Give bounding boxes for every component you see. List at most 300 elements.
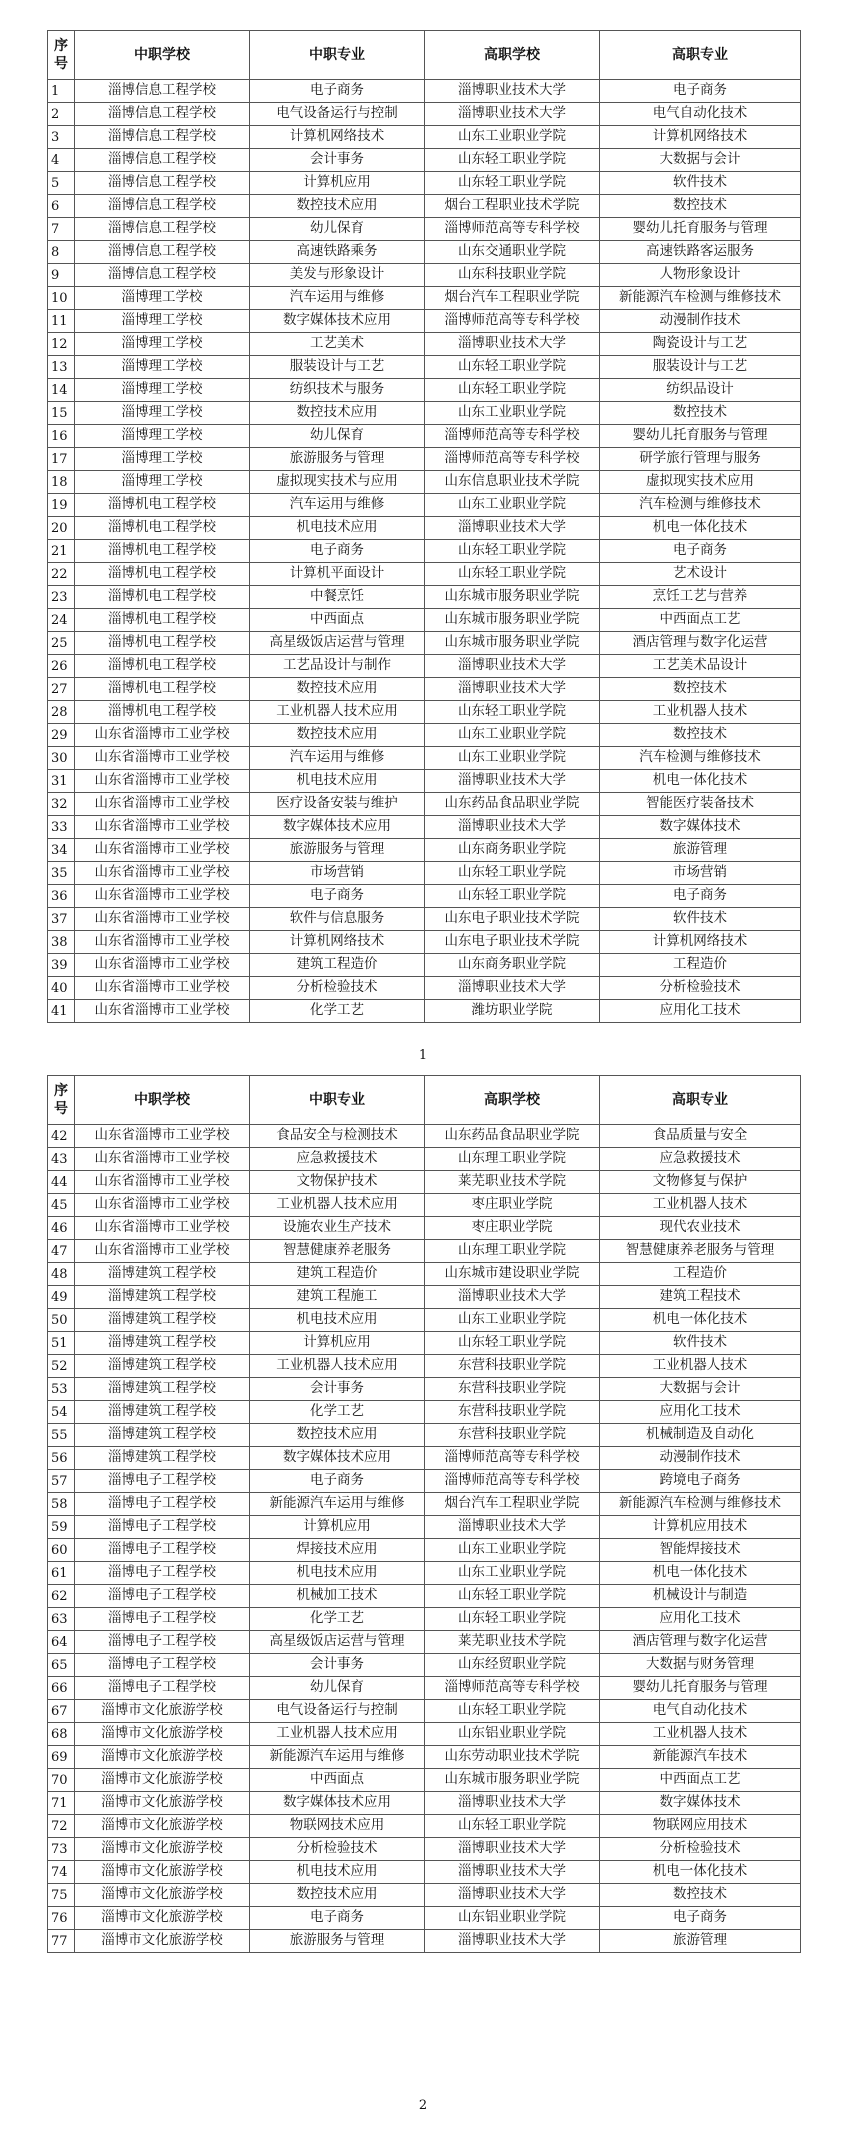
row-number: 70 [48,1769,75,1792]
secondary-school-cell: 淄博机电工程学校 [75,494,250,517]
table-row [48,1562,801,1585]
table-row [48,333,801,356]
header-higher-major: 高职专业 [600,1076,801,1125]
secondary-school-cell: 山东省淄博市工业学校 [75,816,250,839]
row-number: 42 [48,1125,75,1148]
secondary-major-cell: 电气设备运行与控制 [250,103,425,126]
secondary-school-cell: 淄博电子工程学校 [75,1585,250,1608]
row-number: 68 [48,1723,75,1746]
secondary-major-cell: 数控技术应用 [250,724,425,747]
secondary-major-cell: 化学工艺 [250,1000,425,1023]
higher-major-cell: 现代农业技术 [600,1217,801,1240]
table-row [48,1125,801,1148]
higher-major-cell: 电子商务 [600,540,801,563]
secondary-school-cell: 山东省淄博市工业学校 [75,770,250,793]
higher-school-cell: 山东经贸职业学院 [425,1654,600,1677]
row-number: 44 [48,1171,75,1194]
higher-major-cell: 动漫制作技术 [600,310,801,333]
enrollment-table-page-1 [47,30,801,1023]
row-number: 53 [48,1378,75,1401]
table-row [48,310,801,333]
secondary-major-cell: 文物保护技术 [250,1171,425,1194]
row-number: 14 [48,379,75,402]
table-row [48,80,801,103]
secondary-major-cell: 食品安全与检测技术 [250,1125,425,1148]
row-number: 18 [48,471,75,494]
higher-major-cell: 分析检验技术 [600,977,801,1000]
secondary-major-cell: 旅游服务与管理 [250,1930,425,1953]
higher-major-cell: 服装设计与工艺 [600,356,801,379]
row-number: 43 [48,1148,75,1171]
higher-school-cell: 山东轻工职业学院 [425,1608,600,1631]
secondary-major-cell: 计算机网络技术 [250,931,425,954]
higher-school-cell: 淄博师范高等专科学校 [425,425,600,448]
secondary-major-cell: 虚拟现实技术与应用 [250,471,425,494]
row-number: 58 [48,1493,75,1516]
row-number: 34 [48,839,75,862]
higher-major-cell: 机电一体化技术 [600,1861,801,1884]
row-number: 8 [48,241,75,264]
higher-school-cell: 东营科技职业学院 [425,1378,600,1401]
higher-school-cell: 山东城市服务职业学院 [425,609,600,632]
higher-school-cell: 山东信息职业技术学院 [425,471,600,494]
secondary-major-cell: 会计事务 [250,1654,425,1677]
higher-major-cell: 数控技术 [600,1884,801,1907]
higher-school-cell: 山东铝业职业学院 [425,1723,600,1746]
higher-school-cell: 山东理工职业学院 [425,1240,600,1263]
higher-school-cell: 淄博职业技术大学 [425,977,600,1000]
higher-school-cell: 枣庄职业学院 [425,1194,600,1217]
row-number: 1 [48,80,75,103]
table-row [48,172,801,195]
higher-major-cell: 电子商务 [600,1907,801,1930]
row-number: 69 [48,1746,75,1769]
secondary-school-cell: 山东省淄博市工业学校 [75,724,250,747]
row-number: 52 [48,1355,75,1378]
row-number: 40 [48,977,75,1000]
secondary-major-cell: 电子商务 [250,1907,425,1930]
row-number: 33 [48,816,75,839]
higher-major-cell: 数字媒体技术 [600,816,801,839]
secondary-major-cell: 电子商务 [250,80,425,103]
higher-school-cell: 山东工业职业学院 [425,494,600,517]
higher-major-cell: 数控技术 [600,402,801,425]
header-seq: 序 号 [48,31,75,80]
higher-school-cell: 山东商务职业学院 [425,954,600,977]
secondary-major-cell: 旅游服务与管理 [250,448,425,471]
secondary-major-cell: 数字媒体技术应用 [250,1792,425,1815]
higher-major-cell: 工程造价 [600,1263,801,1286]
higher-school-cell: 淄博职业技术大学 [425,103,600,126]
higher-major-cell: 汽车检测与维修技术 [600,494,801,517]
table-row [48,1723,801,1746]
secondary-school-cell: 淄博市文化旅游学校 [75,1769,250,1792]
higher-major-cell: 婴幼儿托育服务与管理 [600,425,801,448]
row-number: 2 [48,103,75,126]
secondary-school-cell: 淄博理工学校 [75,425,250,448]
secondary-school-cell: 山东省淄博市工业学校 [75,1000,250,1023]
secondary-major-cell: 数字媒体技术应用 [250,310,425,333]
secondary-major-cell: 建筑工程施工 [250,1286,425,1309]
secondary-major-cell: 计算机应用 [250,1332,425,1355]
secondary-school-cell: 淄博信息工程学校 [75,218,250,241]
secondary-major-cell: 旅游服务与管理 [250,839,425,862]
higher-major-cell: 机电一体化技术 [600,1309,801,1332]
row-number: 5 [48,172,75,195]
table-row [48,218,801,241]
higher-school-cell: 山东轻工职业学院 [425,356,600,379]
higher-school-cell: 山东工业职业学院 [425,1539,600,1562]
higher-major-cell: 计算机网络技术 [600,126,801,149]
higher-major-cell: 计算机应用技术 [600,1516,801,1539]
higher-major-cell: 人物形象设计 [600,264,801,287]
row-number: 37 [48,908,75,931]
row-number: 75 [48,1884,75,1907]
secondary-major-cell: 工业机器人技术应用 [250,701,425,724]
secondary-major-cell: 工艺品设计与制作 [250,655,425,678]
row-number: 46 [48,1217,75,1240]
header-higher-school: 高职学校 [425,31,600,80]
row-number: 66 [48,1677,75,1700]
higher-major-cell: 数控技术 [600,195,801,218]
higher-school-cell: 淄博职业技术大学 [425,816,600,839]
table-header-row [48,1076,801,1125]
table-row [48,425,801,448]
higher-major-cell: 应用化工技术 [600,1401,801,1424]
header-secondary-major: 中职专业 [250,1076,425,1125]
secondary-major-cell: 医疗设备安装与维护 [250,793,425,816]
table-row [48,1424,801,1447]
higher-school-cell: 山东城市服务职业学院 [425,586,600,609]
table-row [48,402,801,425]
row-number: 55 [48,1424,75,1447]
table-row [48,839,801,862]
header-higher-school: 高职学校 [425,1076,600,1125]
secondary-major-cell: 机电技术应用 [250,1562,425,1585]
table-row [48,862,801,885]
table-row [48,195,801,218]
table-row [48,517,801,540]
secondary-school-cell: 淄博电子工程学校 [75,1608,250,1631]
table-row [48,1677,801,1700]
higher-major-cell: 虚拟现实技术应用 [600,471,801,494]
table-row [48,1838,801,1861]
table-row [48,908,801,931]
higher-school-cell: 淄博职业技术大学 [425,1792,600,1815]
table-row [48,1286,801,1309]
secondary-school-cell: 淄博信息工程学校 [75,80,250,103]
page-number: 1 [418,1048,428,1063]
table-row [48,770,801,793]
secondary-school-cell: 淄博信息工程学校 [75,241,250,264]
higher-school-cell: 山东工业职业学院 [425,1562,600,1585]
secondary-major-cell: 幼儿保育 [250,425,425,448]
higher-major-cell: 研学旅行管理与服务 [600,448,801,471]
higher-major-cell: 大数据与会计 [600,149,801,172]
secondary-school-cell: 淄博电子工程学校 [75,1562,250,1585]
table-row [48,1539,801,1562]
higher-school-cell: 山东药品食品职业学院 [425,1125,600,1148]
secondary-major-cell: 幼儿保育 [250,1677,425,1700]
higher-school-cell: 山东交通职业学院 [425,241,600,264]
row-number: 38 [48,931,75,954]
secondary-major-cell: 设施农业生产技术 [250,1217,425,1240]
table-row [48,678,801,701]
secondary-school-cell: 山东省淄博市工业学校 [75,1171,250,1194]
row-number: 22 [48,563,75,586]
secondary-school-cell: 淄博电子工程学校 [75,1677,250,1700]
secondary-major-cell: 数控技术应用 [250,402,425,425]
secondary-school-cell: 山东省淄博市工业学校 [75,839,250,862]
higher-school-cell: 山东轻工职业学院 [425,1700,600,1723]
higher-major-cell: 婴幼儿托育服务与管理 [600,1677,801,1700]
secondary-major-cell: 汽车运用与维修 [250,494,425,517]
table-row [48,747,801,770]
secondary-school-cell: 淄博市文化旅游学校 [75,1861,250,1884]
higher-major-cell: 分析检验技术 [600,1838,801,1861]
table-row [48,655,801,678]
higher-school-cell: 淄博师范高等专科学校 [425,1677,600,1700]
row-number: 59 [48,1516,75,1539]
table-row [48,1746,801,1769]
secondary-school-cell: 淄博建筑工程学校 [75,1309,250,1332]
higher-school-cell: 山东理工职业学院 [425,1148,600,1171]
secondary-school-cell: 淄博市文化旅游学校 [75,1746,250,1769]
higher-school-cell: 山东轻工职业学院 [425,563,600,586]
secondary-school-cell: 山东省淄博市工业学校 [75,885,250,908]
table-row [48,356,801,379]
row-number: 35 [48,862,75,885]
secondary-school-cell: 淄博电子工程学校 [75,1493,250,1516]
secondary-major-cell: 焊接技术应用 [250,1539,425,1562]
table-row [48,1355,801,1378]
secondary-school-cell: 山东省淄博市工业学校 [75,1148,250,1171]
table-row [48,149,801,172]
table-row [48,701,801,724]
higher-school-cell: 淄博师范高等专科学校 [425,310,600,333]
table-row [48,1700,801,1723]
table-row [48,609,801,632]
secondary-major-cell: 电子商务 [250,1470,425,1493]
higher-major-cell: 大数据与会计 [600,1378,801,1401]
higher-school-cell: 枣庄职业学院 [425,1217,600,1240]
table-body [48,80,801,1023]
higher-major-cell: 纺织品设计 [600,379,801,402]
page-number: 2 [418,2098,428,2113]
table-row [48,103,801,126]
header-higher-major: 高职专业 [600,31,801,80]
secondary-major-cell: 服装设计与工艺 [250,356,425,379]
table-row [48,1608,801,1631]
row-number: 74 [48,1861,75,1884]
row-number: 12 [48,333,75,356]
row-number: 77 [48,1930,75,1953]
table-row [48,448,801,471]
higher-major-cell: 物联网应用技术 [600,1815,801,1838]
higher-major-cell: 酒店管理与数字化运营 [600,1631,801,1654]
higher-major-cell: 陶瓷设计与工艺 [600,333,801,356]
secondary-school-cell: 淄博机电工程学校 [75,678,250,701]
table-row [48,264,801,287]
higher-major-cell: 软件技术 [600,172,801,195]
secondary-major-cell: 电子商务 [250,885,425,908]
secondary-school-cell: 淄博电子工程学校 [75,1539,250,1562]
higher-school-cell: 淄博职业技术大学 [425,770,600,793]
secondary-school-cell: 淄博机电工程学校 [75,517,250,540]
secondary-school-cell: 山东省淄博市工业学校 [75,747,250,770]
table-row [48,1654,801,1677]
row-number: 41 [48,1000,75,1023]
higher-school-cell: 山东商务职业学院 [425,839,600,862]
higher-major-cell: 应用化工技术 [600,1608,801,1631]
row-number: 65 [48,1654,75,1677]
secondary-school-cell: 山东省淄博市工业学校 [75,1194,250,1217]
row-number: 63 [48,1608,75,1631]
higher-school-cell: 山东电子职业技术学院 [425,931,600,954]
secondary-major-cell: 高星级饭店运营与管理 [250,632,425,655]
higher-major-cell: 智能医疗装备技术 [600,793,801,816]
higher-major-cell: 数控技术 [600,724,801,747]
secondary-major-cell: 汽车运用与维修 [250,287,425,310]
higher-major-cell: 工业机器人技术 [600,1355,801,1378]
secondary-major-cell: 汽车运用与维修 [250,747,425,770]
higher-school-cell: 山东工业职业学院 [425,1309,600,1332]
higher-school-cell: 淄博职业技术大学 [425,1286,600,1309]
row-number: 7 [48,218,75,241]
higher-major-cell: 新能源汽车技术 [600,1746,801,1769]
secondary-school-cell: 山东省淄博市工业学校 [75,908,250,931]
table-row [48,816,801,839]
enrollment-table-page-2 [47,1075,801,1953]
header-seq: 序 号 [48,1076,75,1125]
higher-major-cell: 婴幼儿托育服务与管理 [600,218,801,241]
secondary-major-cell: 化学工艺 [250,1401,425,1424]
secondary-major-cell: 机电技术应用 [250,1861,425,1884]
secondary-major-cell: 数字媒体技术应用 [250,1447,425,1470]
table-row [48,885,801,908]
higher-major-cell: 高速铁路客运服务 [600,241,801,264]
secondary-major-cell: 中餐烹饪 [250,586,425,609]
row-number: 36 [48,885,75,908]
row-number: 32 [48,793,75,816]
table-row [48,1401,801,1424]
row-number: 30 [48,747,75,770]
secondary-school-cell: 山东省淄博市工业学校 [75,1125,250,1148]
row-number: 54 [48,1401,75,1424]
row-number: 47 [48,1240,75,1263]
secondary-school-cell: 淄博建筑工程学校 [75,1263,250,1286]
secondary-major-cell: 物联网技术应用 [250,1815,425,1838]
higher-school-cell: 莱芜职业技术学院 [425,1171,600,1194]
higher-school-cell: 山东药品食品职业学院 [425,793,600,816]
higher-school-cell: 莱芜职业技术学院 [425,1631,600,1654]
secondary-major-cell: 电子商务 [250,540,425,563]
secondary-major-cell: 化学工艺 [250,1608,425,1631]
higher-school-cell: 淄博师范高等专科学校 [425,448,600,471]
row-number: 20 [48,517,75,540]
table-row [48,1447,801,1470]
secondary-school-cell: 淄博理工学校 [75,402,250,425]
secondary-major-cell: 中西面点 [250,609,425,632]
table-row [48,977,801,1000]
row-number: 51 [48,1332,75,1355]
secondary-major-cell: 纺织技术与服务 [250,379,425,402]
row-number: 28 [48,701,75,724]
table-row [48,540,801,563]
row-number: 24 [48,609,75,632]
row-number: 3 [48,126,75,149]
higher-school-cell: 山东电子职业技术学院 [425,908,600,931]
secondary-school-cell: 淄博信息工程学校 [75,264,250,287]
secondary-major-cell: 市场营销 [250,862,425,885]
secondary-major-cell: 数控技术应用 [250,195,425,218]
secondary-school-cell: 淄博电子工程学校 [75,1631,250,1654]
secondary-major-cell: 计算机平面设计 [250,563,425,586]
row-number: 19 [48,494,75,517]
higher-major-cell: 新能源汽车检测与维修技术 [600,287,801,310]
header-secondary-school: 中职学校 [75,31,250,80]
secondary-major-cell: 建筑工程造价 [250,1263,425,1286]
higher-school-cell: 山东铝业职业学院 [425,1907,600,1930]
higher-major-cell: 市场营销 [600,862,801,885]
higher-school-cell: 山东工业职业学院 [425,402,600,425]
row-number: 13 [48,356,75,379]
table-row [48,1631,801,1654]
secondary-school-cell: 淄博信息工程学校 [75,126,250,149]
higher-school-cell: 山东轻工职业学院 [425,172,600,195]
table-row [48,1815,801,1838]
secondary-school-cell: 淄博机电工程学校 [75,632,250,655]
row-number: 61 [48,1562,75,1585]
row-number: 76 [48,1907,75,1930]
row-number: 45 [48,1194,75,1217]
table-row [48,1585,801,1608]
table-row [48,471,801,494]
secondary-major-cell: 工业机器人技术应用 [250,1723,425,1746]
secondary-school-cell: 淄博市文化旅游学校 [75,1723,250,1746]
row-number: 48 [48,1263,75,1286]
higher-school-cell: 山东轻工职业学院 [425,149,600,172]
higher-school-cell: 东营科技职业学院 [425,1424,600,1447]
secondary-major-cell: 数字媒体技术应用 [250,816,425,839]
secondary-major-cell: 数控技术应用 [250,1424,425,1447]
secondary-school-cell: 淄博市文化旅游学校 [75,1907,250,1930]
secondary-school-cell: 淄博市文化旅游学校 [75,1930,250,1953]
higher-school-cell: 山东轻工职业学院 [425,379,600,402]
higher-major-cell: 计算机网络技术 [600,931,801,954]
table-row [48,954,801,977]
higher-major-cell: 艺术设计 [600,563,801,586]
secondary-major-cell: 软件与信息服务 [250,908,425,931]
table-body [48,1125,801,1953]
higher-school-cell: 山东轻工职业学院 [425,701,600,724]
table-row [48,1792,801,1815]
higher-school-cell: 山东劳动职业技术学院 [425,1746,600,1769]
secondary-major-cell: 机电技术应用 [250,770,425,793]
secondary-school-cell: 淄博电子工程学校 [75,1654,250,1677]
higher-major-cell: 电气自动化技术 [600,1700,801,1723]
higher-school-cell: 淄博师范高等专科学校 [425,1470,600,1493]
row-number: 9 [48,264,75,287]
table-row [48,1332,801,1355]
higher-school-cell: 淄博职业技术大学 [425,333,600,356]
higher-school-cell: 山东城市服务职业学院 [425,1769,600,1792]
higher-school-cell: 淄博职业技术大学 [425,1838,600,1861]
higher-school-cell: 山东科技职业学院 [425,264,600,287]
secondary-school-cell: 淄博建筑工程学校 [75,1355,250,1378]
secondary-school-cell: 淄博建筑工程学校 [75,1447,250,1470]
higher-school-cell: 山东工业职业学院 [425,724,600,747]
